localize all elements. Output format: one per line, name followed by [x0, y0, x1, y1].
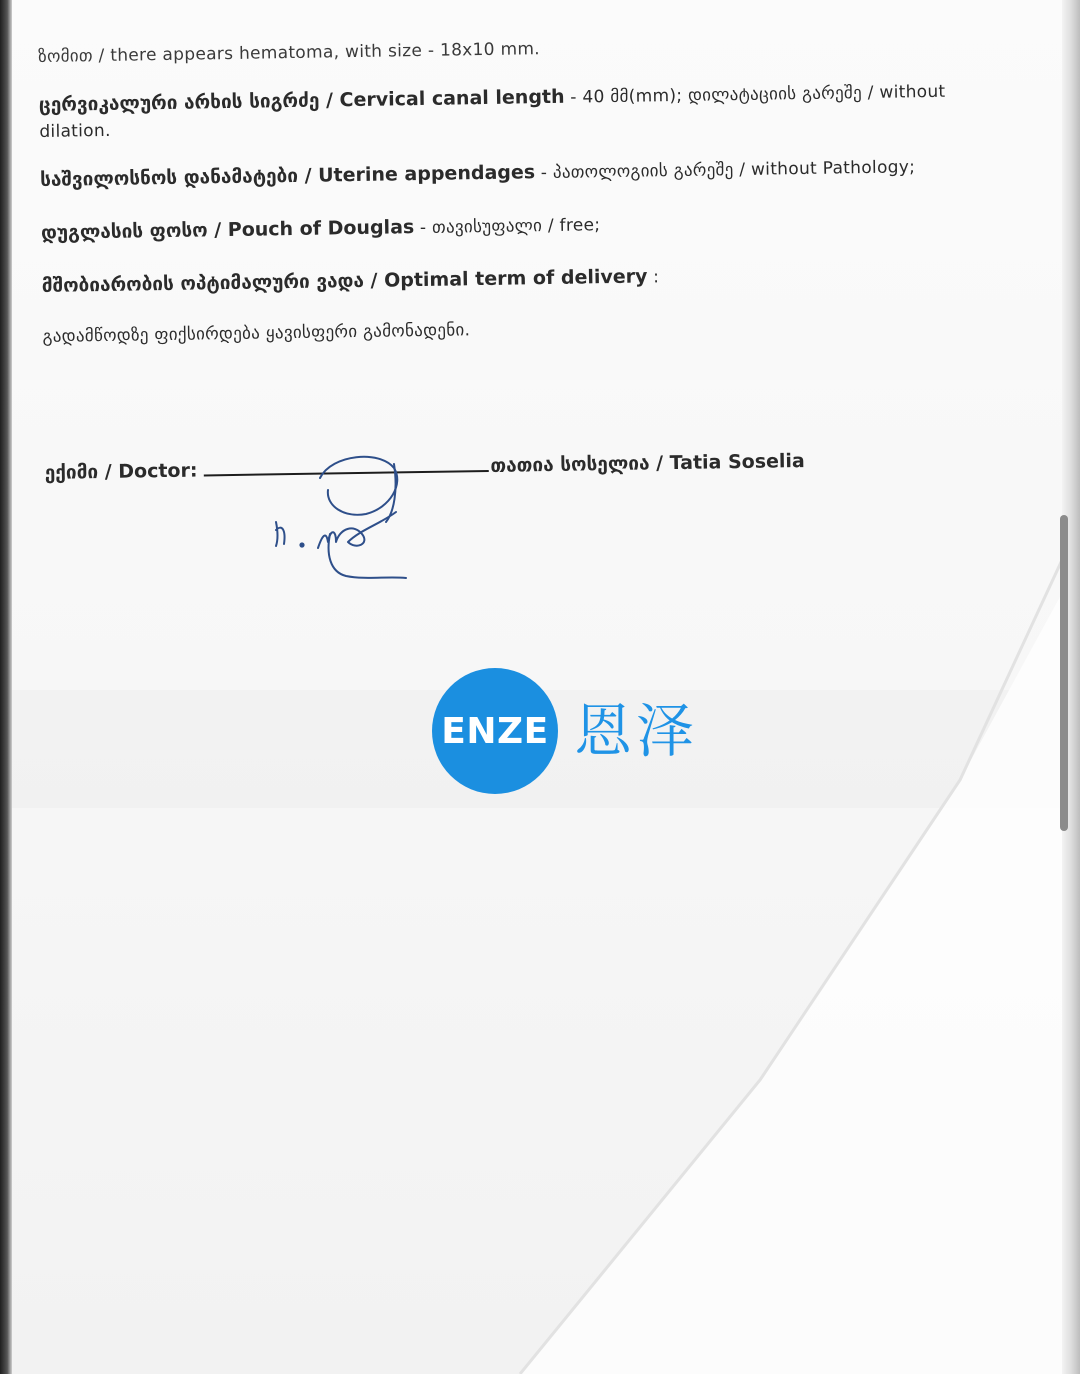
doctor-name: თათია სოსელია / Tatia Soselia [490, 450, 805, 477]
enze-watermark [432, 668, 732, 796]
hematoma-line: ზომით / there appears hematoma, with size - 18x10 mm. [38, 39, 541, 67]
doctor-label: ექიმი / Doctor: [44, 459, 198, 484]
optimal-term-value: : [647, 267, 660, 288]
discharge-note: გადამწოდზე ფიქსირდება ყავისფერი გამონადენი. [42, 320, 471, 347]
enze-logo-text: ENZE [441, 710, 549, 752]
uterine-appendages-label: საშვილოსნოს დანამატები / Uterine appendages [39, 161, 536, 191]
handwritten-signature [262, 450, 432, 585]
report-body [38, 29, 1005, 487]
scan-left-edge [0, 0, 12, 1374]
uterine-appendages-line [40, 152, 1000, 194]
uterine-appendages-value: - პათოლოგიის გარეშე / without Pathology; [534, 157, 916, 184]
optimal-term-line [42, 258, 1002, 300]
cervical-canal-label: ცერვიკალური არხის სიგრძე / Cervical canal length [38, 85, 565, 116]
cervical-canal-value: - 40 მმ(mm); დილატაციის გარეშე / without [564, 81, 946, 108]
enze-chinese-text: 恩泽 [574, 697, 699, 765]
enze-logo-circle [432, 668, 558, 794]
pouch-of-douglas-label: დუგლასის ფოსო / Pouch of Douglas [40, 216, 415, 244]
pouch-of-douglas-value: - თავისუფალი / free; [414, 215, 601, 239]
optimal-term-label: მშობიარობის ოპტიმალური ვადა / Optimal term of delivery [41, 265, 648, 297]
pouch-of-douglas-line [41, 205, 1001, 247]
cervical-canal-continuation: dilation. [39, 120, 111, 142]
scan-side-bar [1060, 515, 1068, 831]
